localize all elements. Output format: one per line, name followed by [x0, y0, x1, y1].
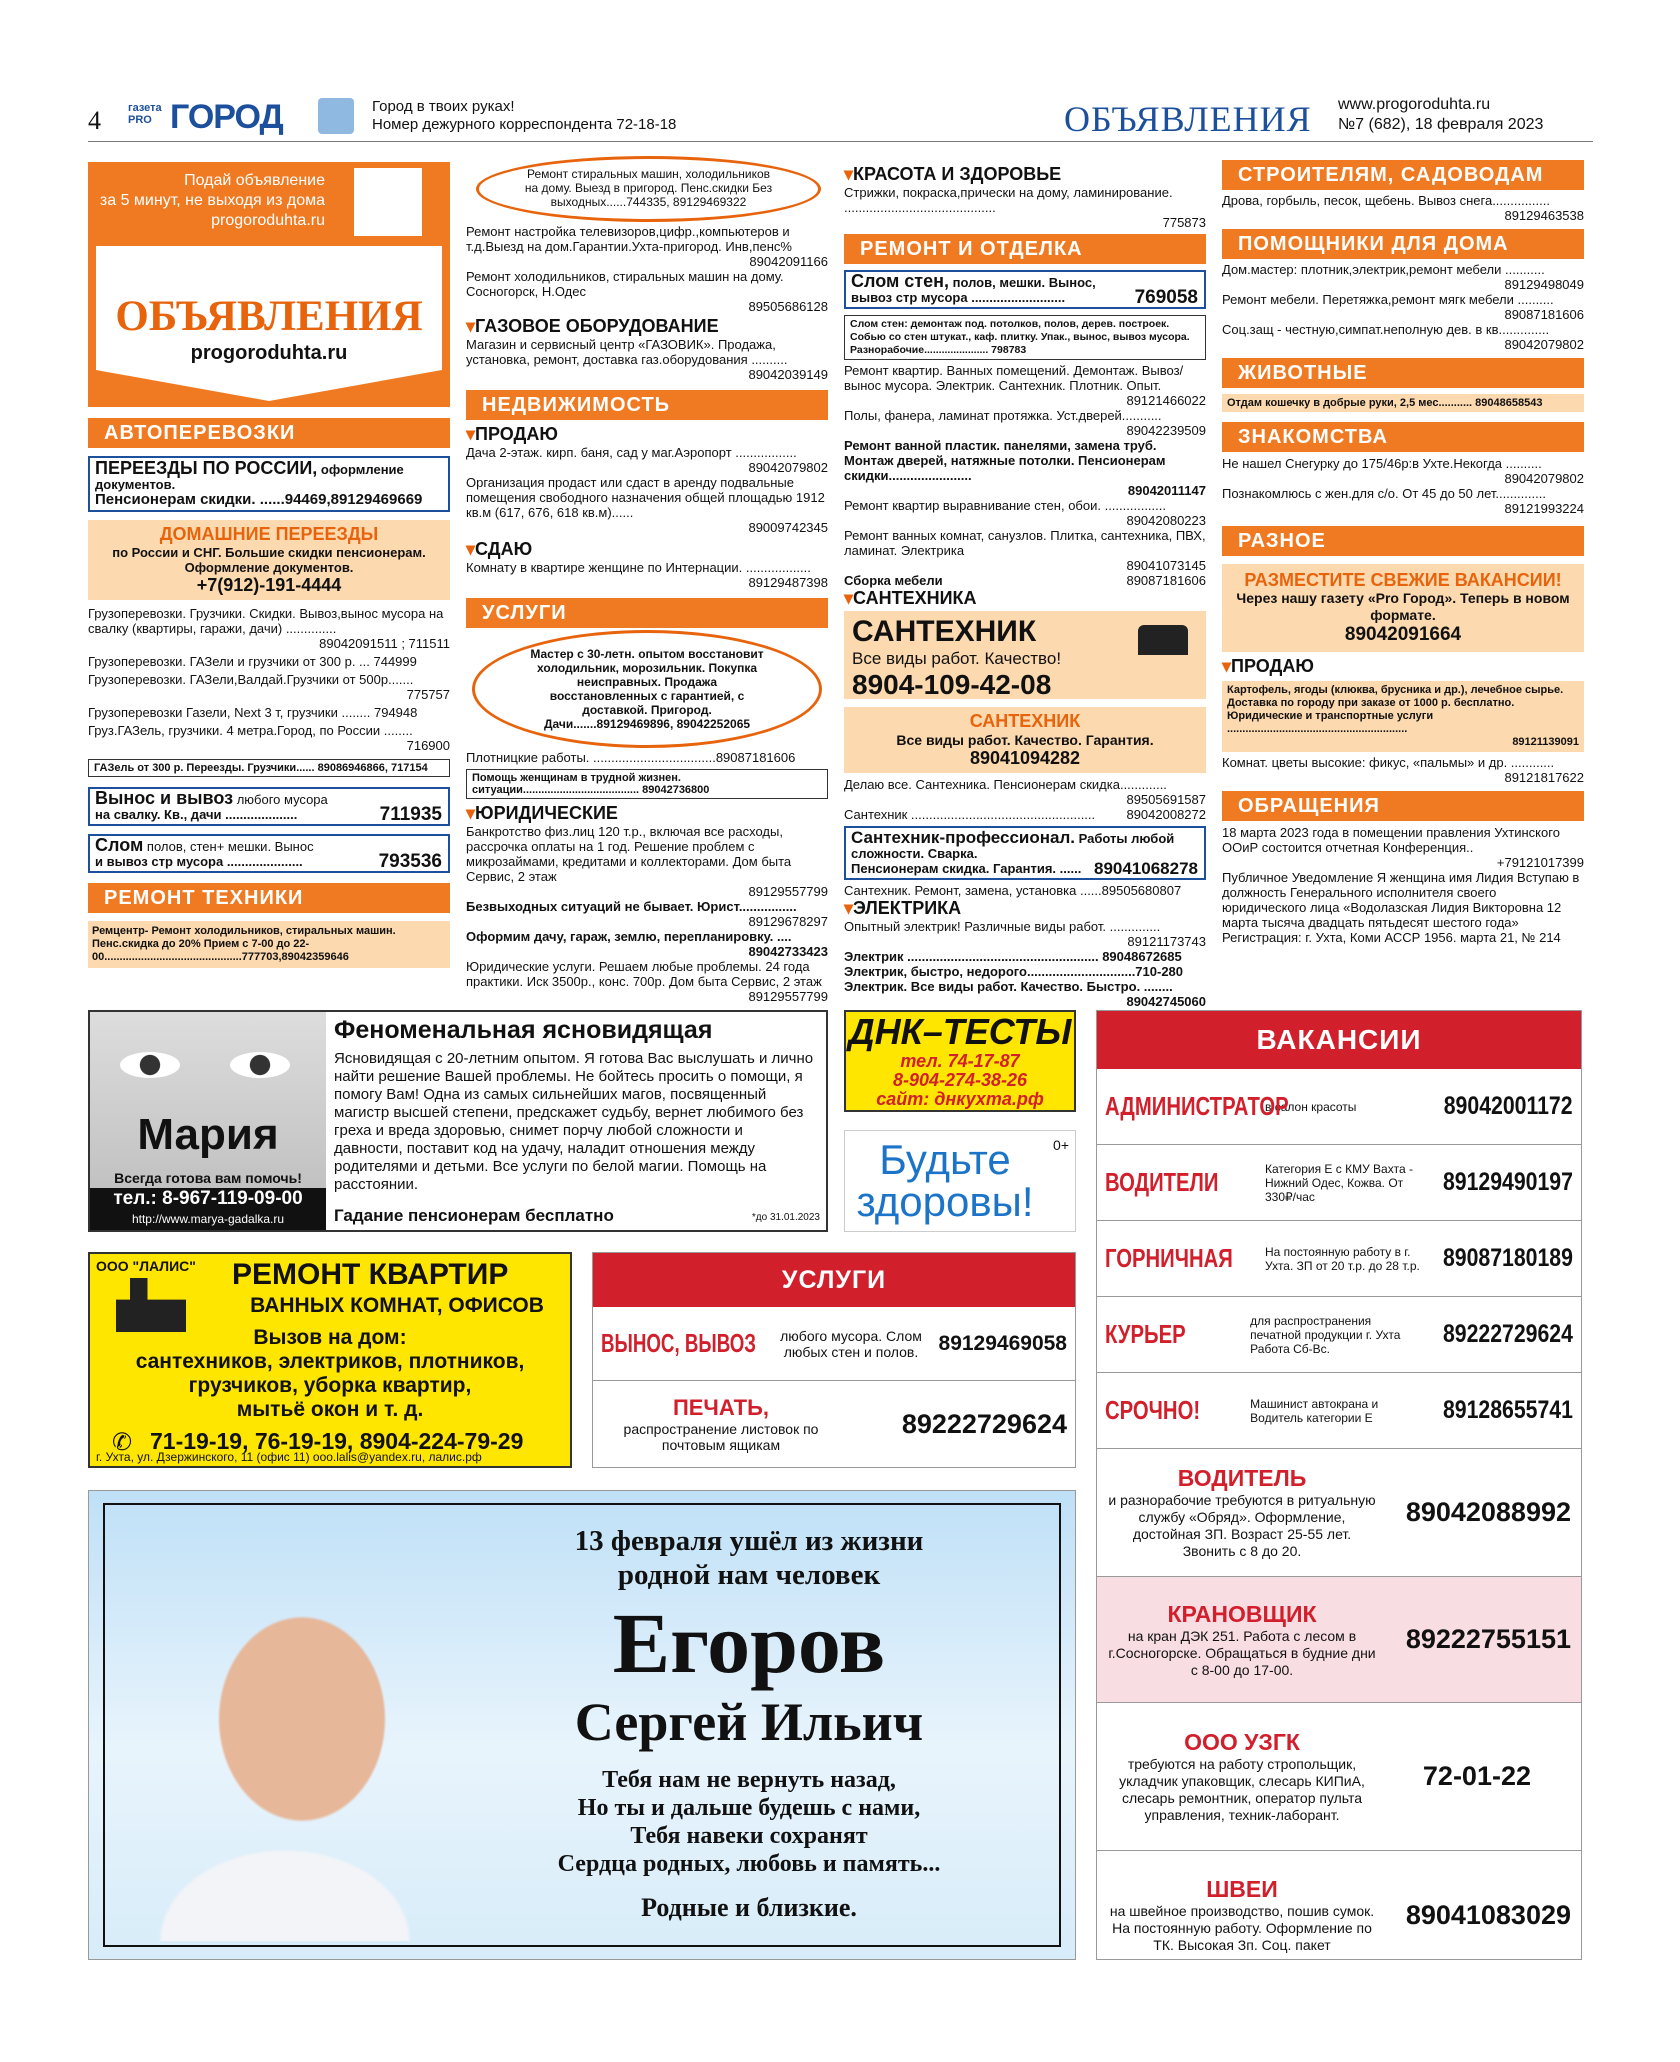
ad-slom[interactable]: Слом полов, стен+ мешки. Вынос и вывоз стр мусора ..................... 793536	[88, 834, 450, 873]
maria-title: Феноменальная ясновидящая	[334, 1016, 713, 1044]
ad-cvety: Комнат. цветы высокие: фикус, «пальмы» и др. ............ 89121817622	[1222, 755, 1584, 785]
heading-yur: ▾ ЮРИДИЧЕСКИЕ	[466, 803, 828, 824]
eye-right-icon	[230, 1052, 290, 1078]
maria-phone: тел.: 8-967-119-09-00	[90, 1188, 326, 1212]
ad-santehnik-big[interactable]: САНТЕХНИК Все виды работ. Качество! 8904-109-42-08	[844, 611, 1206, 699]
ad-dom-master: Дом.мастер: плотник,электрик,ремонт мебели ...........	[1222, 262, 1545, 277]
ad-remcentr[interactable]: Ремцентр- Ремонт холодильников, стиральных машин. Пенс.скидка до 20% Прием с 7-00 до 22-00.............................................777703,89042359646	[88, 921, 450, 968]
faucet-icon	[1138, 625, 1188, 655]
ad-yur-uslugi: Юридические услуги. Решаем любые проблемы. 24 года практики. Иск 3500р., конс. 700р. Дом быта Сервис, 2 этаж	[466, 959, 822, 989]
memorial-name: Сергей Ильич	[574, 1692, 924, 1752]
heading-uslugi: УСЛУГИ	[466, 598, 828, 628]
ad-drova: Дрова, горбыль, песок, щебень. Вывоз снега................ 89129463538	[1222, 193, 1584, 223]
ad-oval-master[interactable]: Мастер с 30-летн. опытом восстановит холодильник, морозильник. Покупка неисправных. Продажа восстановленных с гарантией, с доставкой. Пригород. Дачи.......89129469896, 89042252065	[472, 630, 822, 748]
memorial-l2: родной нам человек	[617, 1559, 881, 1591]
heading-znakomstva: ЗНАКОМСТВА	[1222, 422, 1584, 452]
ad-organizacia: Организация продаст или сдаст в аренду подвальные помещения свободного назначения общей площадью 1912 кв.м (617, 676, 618 кв.м)......	[466, 475, 825, 520]
ad-uvedomlenie: Публичное Уведомление Я женщина имя Лидия Вступаю в должность Генерального исполнителя своего юридического лица «Водолазская Лидия Викторовна 12 марта тысяча двадцать пятьдесят шестого года» Регистрация: г. Ухта, Коми АССР 1956. марта 21, № 214	[1222, 870, 1580, 945]
qr-code-icon	[354, 168, 422, 236]
ad-poznakomlyus: Познакомлюсь с жен.для с/о. От 45 до 50 лет..............	[1222, 486, 1546, 501]
ad-sborka: Сборка мебели 89087181606	[844, 573, 1206, 588]
dnk-l2: 8-904-274-38-26	[892, 1070, 1028, 1090]
vacancy-row[interactable]: КУРЬЕР для распространения печатной продукции г. Ухта Работа Сб-Вс. 89222729624	[1097, 1297, 1581, 1373]
ad-gazovik: Магазин и сервисный центр «ГАЗОВИК». Продажа, установка, ремонт, доставка газ.оборудования .......... 89042039149	[466, 337, 828, 382]
heading-obrascheniya: ОБРАЩЕНИЯ	[1222, 791, 1584, 821]
age-rating: 0+	[1053, 1137, 1069, 1153]
ad-pomosch[interactable]: Помощь женщинам в трудной жизнен. ситуации...................................... 89042736800	[466, 769, 828, 799]
ad-health	[844, 1130, 1076, 1232]
page-header	[88, 96, 1593, 142]
phone-icon: ✆	[112, 1429, 133, 1456]
promo-line-2: за 5 минут, не выходя из дома	[99, 192, 325, 209]
vacancy-row[interactable]: ГОРНИЧНАЯ На постоянную работу в г. Ухта. ЗП от 20 т.р. до 28 т.р. 89087180189	[1097, 1221, 1581, 1297]
lalis-t3: Вызов на дом:	[253, 1326, 407, 1349]
lalis-co: ООО "ЛАЛИС"	[96, 1258, 196, 1274]
logo-small: газета PRO	[128, 102, 162, 126]
ad-vakansii-promo[interactable]: РАЗМЕСТИТЕ СВЕЖИЕ ВАКАНСИИ! Через нашу газету «Pro Город». Теперь в новом формате. 89042091664	[1222, 564, 1584, 652]
ad-strizhki: Стрижки, покраска,прически на дому, ламинирование. .......................................... 775873	[844, 185, 1206, 230]
portrait-photo	[115, 1571, 455, 1941]
ad-remont-mebeli: Ремонт мебели. Перетяжка,ремонт мягк мебели ..........	[1222, 292, 1554, 307]
heading-gaz: ▾ ГАЗОВОЕ ОБОРУДОВАНИЕ	[466, 316, 828, 337]
ad-delayu-vse: Делаю все. Сантехника. Пенсионерам скидка.............	[844, 777, 1167, 792]
ad-santehnik-prof[interactable]: Сантехник-профессионал. Работы любой сложности. Сварка. Пенсионерам скидка. Гарантия. ...... 89041068278	[844, 826, 1206, 880]
heading-elektrika: ▾ ЭЛЕКТРИКА	[844, 898, 1206, 919]
vacancies-title: ВАКАНСИИ	[1097, 1011, 1581, 1069]
lalis-t4: сантехников, электриков, плотников,	[135, 1350, 525, 1373]
ad-poly: Полы, фанера, ламинат протяжка. Уст.дверей...........	[844, 408, 1162, 423]
ad-holod: Ремонт холодильников, стиральных машин на дому. Сосногорск, Н.Одес	[466, 269, 784, 299]
heading-krasota: ▾ КРАСОТА И ЗДОРОВЬЕ	[844, 164, 1206, 185]
maria-text: Ясновидящая с 20-летним опытом. Я готова Вас выслушать и лично найти решение Вашей проблемы. Не бойтесь просить о помощи, я помогу Вам! Одна из самых сильнейших магов, посвященный магистр высшей степени, предскажет судьбу, вернет любимого без греха и вреда здоровью, снимет порчу любой сложности и давности, поставит код на удачу, наладит отношения между родителями и детьми. Все услуги по белой магии. Помощь на расстоянии.	[334, 1050, 814, 1193]
maria-slogan: Всегда готова вам помочь!	[114, 1170, 302, 1186]
lalis-t2: ВАННЫХ КОМНАТ, ОФИСОВ	[250, 1294, 544, 1317]
ad-slom-sten[interactable]: Слом стен, полов, мешки. Вынос, вывоз стр мусора .......................... 769058	[844, 270, 1206, 309]
promo-line-1: Подай объявление	[184, 172, 325, 189]
heading-nedvizhimost: НЕДВИЖИМОСТЬ	[466, 390, 828, 420]
heading-stroitelyam: СТРОИТЕЛЯМ, САДОВОДАМ	[1222, 160, 1584, 190]
ad-santehnik-3: Сантехник ................................................... 89042008272	[844, 807, 1206, 822]
ad-maria[interactable]	[88, 1010, 828, 1232]
memorial-l1: 13 февраля ушёл из жизни	[574, 1525, 924, 1557]
ad-vannaya: Ремонт ванной пластик. панелями, замена труб. Монтаж дверей, натяжные потолки. Пенсионерам скидки.......................	[844, 438, 1166, 483]
promo-line-3: progoroduhta.ru	[211, 212, 325, 229]
vacancy-row[interactable]: СРОЧНО! Машинист автокрана и Водитель категории Е 89128655741	[1097, 1373, 1581, 1449]
hand-logo-icon	[318, 98, 354, 134]
lalis-t6: мытьё окон и т. д.	[236, 1398, 424, 1421]
poem-1: Тебя нам не вернуть назад,	[602, 1767, 896, 1793]
heading-raznoe: РАЗНОЕ	[1222, 526, 1584, 556]
services-block	[592, 1252, 1076, 1468]
tagline-2: Номер дежурного корреспондента 72-18-18	[372, 116, 677, 133]
promo-title: ОБЪЯВЛЕНИЯ	[115, 293, 423, 340]
vacancies-block	[1096, 1010, 1582, 1960]
worker-icon	[116, 1278, 186, 1332]
maria-free: Гадание пенсионерам бесплатно	[334, 1206, 614, 1225]
heading-pomoschniki: ПОМОЩНИКИ ДЛЯ ДОМА	[1222, 229, 1584, 259]
ad-vannye-komnaty: Ремонт ванных комнат, санузлов. Плитка, сантехника, ПВХ, ламинат. Электрика	[844, 528, 1206, 558]
ad-koshechka[interactable]: Отдам кошечку в добрые руки, 2,5 мес........... 89048658543	[1222, 394, 1584, 412]
ad-elektrik-3: Электрик, быстро, недорого..............................710-280	[844, 964, 1184, 979]
service-pechat[interactable]: ПЕЧАТЬ, распространение листовок по почтовым ящикам 89222729624	[623, 1395, 1067, 1453]
vacancy-uzgk[interactable]: ООО УЗГК требуются на работу стропольщик, укладчик упаковщик, слесарь КИПиА, слесарь ремонтник, оператор пульта управления, техник-лаборант. 72-01-22	[1097, 1703, 1581, 1851]
health-text: Будьте здоровы!	[856, 1136, 1034, 1225]
ad-santehnik-2[interactable]: САНТЕХНИК Все виды работ. Качество. Гарантия. 89041094282	[844, 707, 1206, 773]
maria-name: Мария	[137, 1110, 279, 1159]
maria-url[interactable]: http://www.marya-gadalka.ru	[90, 1212, 326, 1230]
ad-remont-kvartir: Ремонт квартир. Ванных помещений. Демонтаж. Вывоз/вынос мусора. Электрик. Сантехник. Плотник. Опыт.	[844, 363, 1184, 393]
heading-sdayu: ▾ СДАЮ	[466, 539, 828, 560]
site-url[interactable]: www.progoroduhta.ru	[1338, 96, 1491, 113]
dnk-l1: тел. 74-17-87	[900, 1051, 1020, 1071]
dnk-l3: сайт: днкухта.рф	[876, 1089, 1044, 1109]
ad-dnk[interactable]	[844, 1010, 1076, 1112]
vacancy-row[interactable]: АДМИНИСТРАТОР в салон красоты 89042001172	[1097, 1069, 1581, 1145]
maria-date: *до 31.01.2023	[751, 1212, 820, 1223]
ad-list-auto: Грузоперевозки. Грузчики. Скидки. Вывоз,вынос мусора на свалку (квартиры, гаражи, дачи) .............. 89042091511 ; 711511 Грузоперевозки. ГАЗели и грузчики от 300 р. ... 744999 Грузоперевозки. ГАЗели,Валдай.Грузчики от 500р....... 775757 Грузоперевозки Газели, Next 3 т, грузчики ........ 794948 Груз.ГАЗель, грузчики. 4 метра.Город, по России ........ 716900	[88, 606, 450, 753]
ad-soc-zasch: Соц.защ - честную,симпат.неполную дев. в кв..............	[1222, 322, 1550, 337]
ad-gazel[interactable]: ГАЗель от 300 р. Переезды. Грузчики...... 89086946866, 717154	[88, 759, 450, 777]
vacancy-voditel[interactable]: ВОДИТЕЛЬ и разнорабочие требуются в ритуальную службу «Обряд». Оформление, достойная ЗП. Возраст 25-55 лет. Звонить с 8 до 20. 89042088992	[1097, 1449, 1581, 1577]
lalis-t1: РЕМОНТ КВАРТИР	[232, 1258, 509, 1291]
ad-pereezdy[interactable]: ПЕРЕЕЗДЫ ПО РОССИИ, оформление документов. Пенсионерам скидки. ......94469,89129469669	[88, 456, 450, 512]
ad-snegurka: Не нашел Снегурку до 175/46р:в Ухте.Некогда ..........	[1222, 456, 1542, 471]
ad-bankrotstvo: Банкротство физ.лиц 120 т.р., включая все расходы, рассрочка оплаты на 1 год. Решение проблем с микрозаймами, кредитами и коллекторами. Дом быта Сервис, 2 этаж	[466, 824, 792, 884]
ad-dacha: Дача 2-этаж. кирп. баня, сад у маг.Аэропорт .................	[466, 445, 797, 460]
heading-santehnika: ▾ САНТЕХНИКА	[844, 588, 1206, 609]
ad-slom-sten-2[interactable]: Слом стен: демонтаж под. потолков, полов, дерев. построек. Собью со стен штукат., каф. плитку. Упак., вынос, вывоз мусора. Разнорабочие...................... 798783	[844, 315, 1206, 360]
ad-yurist: Безвыходных ситуаций не бывает. Юрист................	[466, 899, 797, 914]
poem-2: Но ты и дальше будешь с нами,	[577, 1795, 921, 1821]
heading-zhivotnye: ЖИВОТНЫЕ	[1222, 358, 1584, 388]
lalis-phones: 71-19-19, 76-19-19, 8904-224-79-29	[150, 1428, 524, 1454]
heading-prodayu-2: ▾ ПРОДАЮ	[1222, 656, 1584, 677]
page-number: 4	[88, 106, 101, 135]
lalis-addr: г. Ухта, ул. Дзержинского, 11 (офис 11) ooo.lalis@yandex.ru, лалис.рф	[96, 1450, 482, 1464]
logo: ГОРОД	[170, 98, 283, 136]
eye-left-icon	[120, 1052, 180, 1078]
section-title: ОБЪЯВЛЕНИЯ	[1064, 99, 1312, 139]
vacancy-kranovschik[interactable]: КРАНОВЩИК на кран ДЭК 251. Работа с лесом в г.Сосногорске. Обращаться в будние дни с 8-00 до 17-00. 89222755151	[1097, 1577, 1581, 1703]
tagline-1: Город в твоих руках!	[372, 98, 515, 115]
service-vynos[interactable]: ВЫНОС, ВЫВОЗ любого мусора. Слом любых стен и полов. 89129469058	[593, 1307, 1075, 1381]
memorial-surname: Егоров	[612, 1595, 886, 1691]
services-title: УСЛУГИ	[593, 1253, 1075, 1307]
promo-block[interactable]	[88, 162, 450, 407]
memorial-sign: Родные и близкие.	[641, 1893, 857, 1922]
ad-plotnik: Плотницкие работы. ..................................89087181606	[466, 750, 796, 765]
vacancy-shvei[interactable]: ШВЕИ на швейное производство, пошив сумок. На постоянную работу. Оформление по ТК. Высокая Зп. Соц. пакет 89041083029	[1109, 1876, 1571, 1953]
ad-tv: Ремонт настройка телевизоров,цифр.,компьютеров и т.д.Выезд на дом.Гарантии.Ухта-пригород. Инв,пенс%	[466, 224, 792, 254]
promo-site: progoroduhta.ru	[190, 342, 348, 364]
poem-3: Тебя навеки сохранят	[630, 1823, 868, 1849]
heading-remont-tehniki: РЕМОНТ ТЕХНИКИ	[88, 883, 450, 913]
ad-elektrik-1: Опытный электрик! Различные виды работ. ..............	[844, 919, 1161, 934]
memorial-block	[88, 1490, 1076, 1960]
ad-kartofel[interactable]: Картофель, ягоды (клюква, брусника и др.), лечебное сырье. Доставка по городу при заказе от 1000 р. бесплатно. Юридические и транспортные услуги ........................................................... 89121139091	[1222, 681, 1584, 752]
ad-elektrik-2: Электрик ..................................................... 89048672685	[844, 949, 1182, 964]
heading-autoperevozki: АВТОПЕРЕВОЗКИ	[88, 418, 450, 448]
poem-4: Сердца родных, любовь и память...	[557, 1851, 941, 1877]
heading-prodayu: ▾ ПРОДАЮ	[466, 424, 828, 445]
ad-vynos[interactable]: Вынос и вывоз любого мусора на свалку. Кв., дачи .................... 711935	[88, 787, 450, 826]
dnk-title: ДНК–ТЕСТЫ	[848, 1011, 1072, 1052]
ad-konferencia: 18 марта 2023 года в помещении правления Ухтинского ООиР состоится отчетная Конференция..	[1222, 825, 1560, 855]
issue-info: №7 (682), 18 февраля 2023	[1338, 116, 1544, 133]
ad-oval-stiralnye[interactable]: Ремонт стиральных машин, холодильников на дому. Выезд в пригород. Пенс.скидки Без выходных......744335, 89129469322	[476, 156, 821, 222]
ad-dacha-oform: Оформим дачу, гараж, землю, перепланировку. ....	[466, 929, 792, 944]
ad-elektrik-4: Электрик. Все виды работ. Качество. Быстро. ........	[844, 979, 1173, 994]
lalis-t5: грузчиков, уборка квартир,	[188, 1374, 472, 1397]
vacancy-row[interactable]: ВОДИТЕЛИ Категория Е с КМУ Вахта - Нижний Одес, Кожва. От 330₽/час 89129490197	[1097, 1145, 1581, 1221]
heading-remont-otdelka: РЕМОНТ И ОТДЕЛКА	[844, 234, 1206, 264]
ad-lalis[interactable]	[88, 1252, 572, 1468]
ad-santehnik-remont: Сантехник. Ремонт, замена, установка ......89505680807	[844, 883, 1182, 898]
ad-domashnie-pereezdy[interactable]: ДОМАШНИЕ ПЕРЕЕЗДЫ по России и СНГ. Большие скидки пенсионерам. Оформление документов. +7(912)-191-4444	[88, 520, 450, 600]
ad-komnata: Комнату в квартире женщине по Интернации. .................. 89129487398	[466, 560, 828, 590]
ad-oboi: Ремонт квартир выравнивание стен, обои. .................	[844, 498, 1166, 513]
